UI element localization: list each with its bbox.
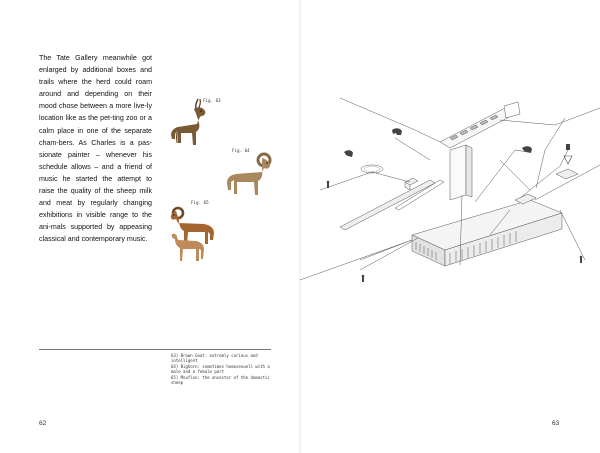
page-number-left: 62 [39, 420, 47, 427]
page-number-right: 63 [552, 420, 560, 427]
brown-goat-illustration [168, 97, 210, 154]
footnotes [171, 353, 273, 385]
fig-65-label: Fig. 65 [191, 200, 209, 205]
fig-64-label: Fig. 64 [232, 148, 250, 153]
footnote-63: 63) Brown Goat: extremly curious and intelligent [171, 353, 258, 364]
fig-63-label: Fig. 63 [203, 98, 221, 103]
body-paragraph [39, 52, 152, 246]
body-text: The Tate Gallery meanwhile got enlarged by additional boxes and trails where the herd could roam around and depending on their mood chose between a more live-ly location like as the pet-ting zoo or a calm place in one of the separate cham-bers. As Charles is a pas-sionate painter – whenever his schedule allows – and a friend of music he started the attempt to raise the quality of the sheep milk and meat by regularly changing exhibitions in visible range to the ani-mals supported by appeasing classical and contemporary music. [39, 54, 152, 244]
axonometric-drawing [300, 90, 600, 290]
footnote-65: 65) Mouflon: the ancestor of the domestic sheep [171, 374, 270, 386]
footnote-64: 64) Bighorn: sometimes homosexuell with a male and a female part [171, 363, 270, 375]
footnote-rule [39, 349, 271, 350]
mouflon-illustration [164, 204, 226, 264]
bighorn-illustration [222, 150, 274, 200]
